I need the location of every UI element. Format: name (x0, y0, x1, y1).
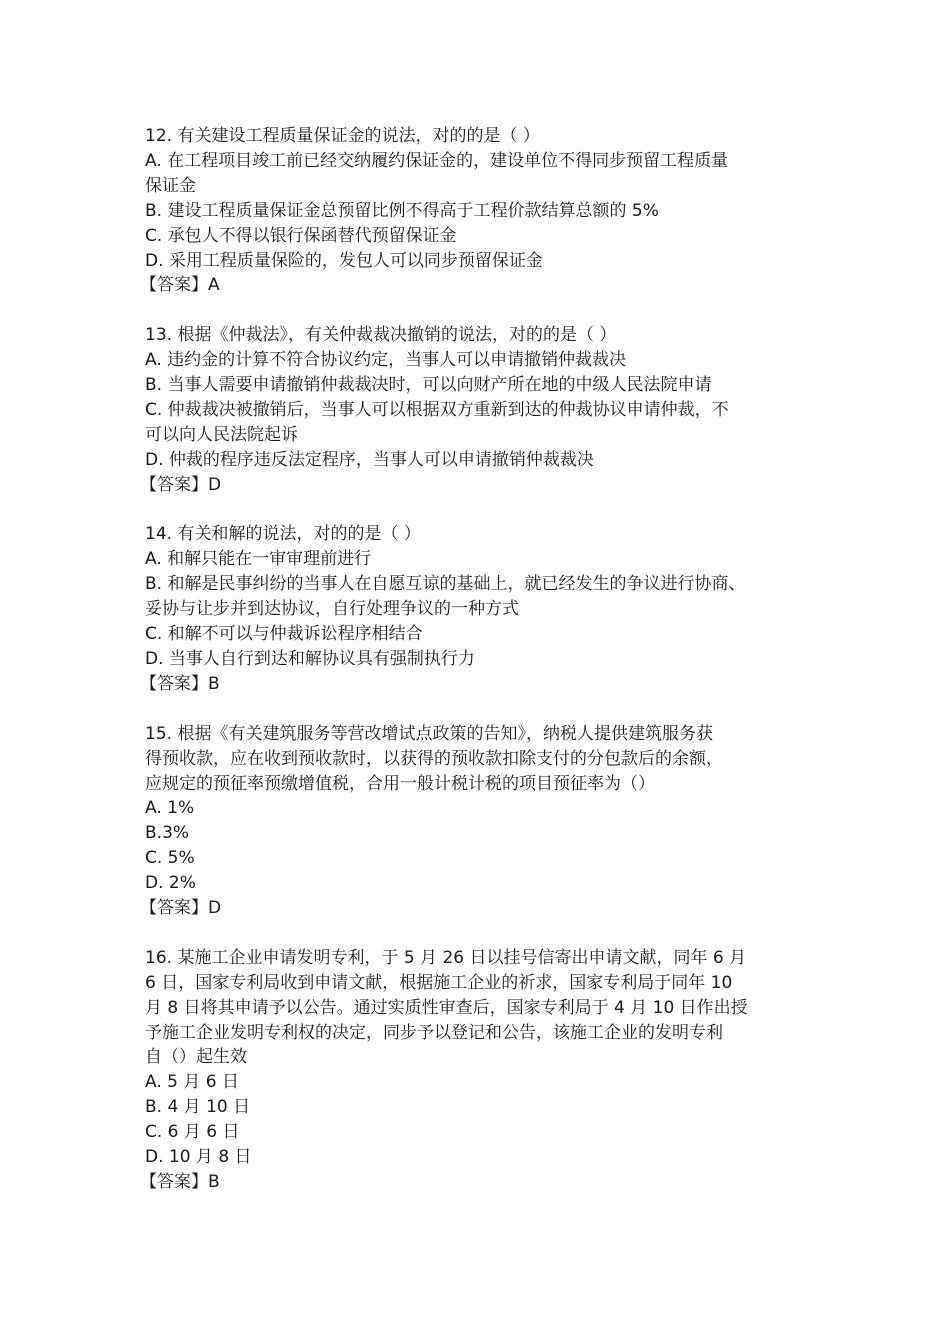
question-stem: 15. 根据《有关建筑服务等营改增试点政策的告知》，纳税人提供建筑服务获 (145, 723, 713, 744)
option-c: C. 承包人不得以银行保函替代预留保证金 (145, 225, 457, 246)
answer: 【答案】D (140, 898, 222, 919)
question-14 (140, 522, 825, 696)
answer: 【答案】B (140, 673, 220, 694)
question-stem: 14. 有关和解的说法，对的的是（ ） (145, 524, 421, 545)
question-stem-line-2: 6 日，国家专利局收到申请文献，根据施工企业的祈求，国家专利局于同年 10 (145, 972, 733, 993)
option-a: A. 和解只能在一审审理前进行 (145, 549, 372, 570)
option-a: A. 在工程项目竣工前已经交纳履约保证金的，建设单位不得同步预留工程质量 (145, 150, 729, 171)
option-d: D. 仲裁的程序违反法定程序，当事人可以申请撤销仲裁裁决 (145, 449, 594, 470)
question-stem-line-3: 月 8 日将其申请予以公告。通过实质性审查后，国家专利局于 4 月 10 日作出授 (145, 997, 748, 1018)
question-stem-line-4: 予施工企业发明专利权的决定，同步予以登记和公告，该施工企业的发明专利 (145, 1022, 723, 1043)
option-a: A. 5 月 6 日 (145, 1072, 239, 1093)
question-stem-line-3: 应规定的预征率预缴增值税，合用一般计税计税的项目预征率为（） (145, 773, 655, 794)
option-c: C. 和解不可以与仲裁诉讼程序相结合 (145, 624, 423, 645)
answer: 【答案】B (140, 1172, 220, 1192)
question-stem-line-2: 得预收款，应在收到预收款时，以获得的预收款扣除支付的分包款后的余额， (145, 748, 723, 769)
option-a: A. 违约金的计算不符合协议约定，当事人可以申请撤销仲裁裁决 (145, 350, 627, 371)
option-d: D. 10 月 8 日 (145, 1147, 252, 1168)
question-stem: 12. 有关建设工程质量保证金的说法，对的的是（ ） (145, 126, 540, 146)
option-d: D. 采用工程质量保险的，发包人可以同步预留保证金 (145, 250, 543, 271)
answer: 【答案】D (140, 474, 222, 495)
option-b: B. 4 月 10 日 (145, 1097, 251, 1118)
document-page (140, 124, 825, 1220)
question-15 (140, 722, 825, 921)
option-d: D. 当事人自行到达和解协议具有强制执行力 (145, 649, 475, 669)
option-c: C. 5% (145, 848, 195, 869)
option-b: B.3% (145, 823, 190, 844)
answer: 【答案】A (140, 275, 220, 296)
question-stem: 13. 根据《仲裁法》，有关仲裁裁决撤销的说法，对的的是（ ） (145, 325, 617, 346)
option-c-continued: 可以向人民法院起诉 (145, 424, 298, 445)
option-c: C. 6 月 6 日 (145, 1122, 240, 1143)
option-b-continued: 妥协与让步并到达协议，自行处理争议的一种方式 (145, 599, 519, 620)
option-a-continued: 保证金 (145, 175, 196, 196)
question-16 (140, 946, 825, 1195)
question-12 (140, 124, 825, 298)
option-d: D. 2% (145, 873, 196, 894)
option-b: B. 建设工程质量保证金总预留比例不得高于工程价款结算总额的 5% (145, 200, 659, 221)
question-stem-line-5: 自（）起生效 (145, 1047, 247, 1068)
option-b: B. 当事人需要申请撤销仲裁裁决时，可以向财产所在地的中级人民法院申请 (145, 375, 712, 396)
option-c: C. 仲裁裁决被撤销后，当事人可以根据双方重新到达的仲裁协议申请仲裁，不 (145, 399, 729, 420)
option-a: A. 1% (145, 798, 195, 819)
question-13 (140, 323, 825, 497)
option-b: B. 和解是民事纠纷的当事人在自愿互谅的基础上，就已经发生的争议进行协商、 (145, 574, 746, 595)
question-stem: 16. 某施工企业申请发明专利，于 5 月 26 日以挂号信寄出申请文献，同年 6 月 (145, 947, 747, 968)
